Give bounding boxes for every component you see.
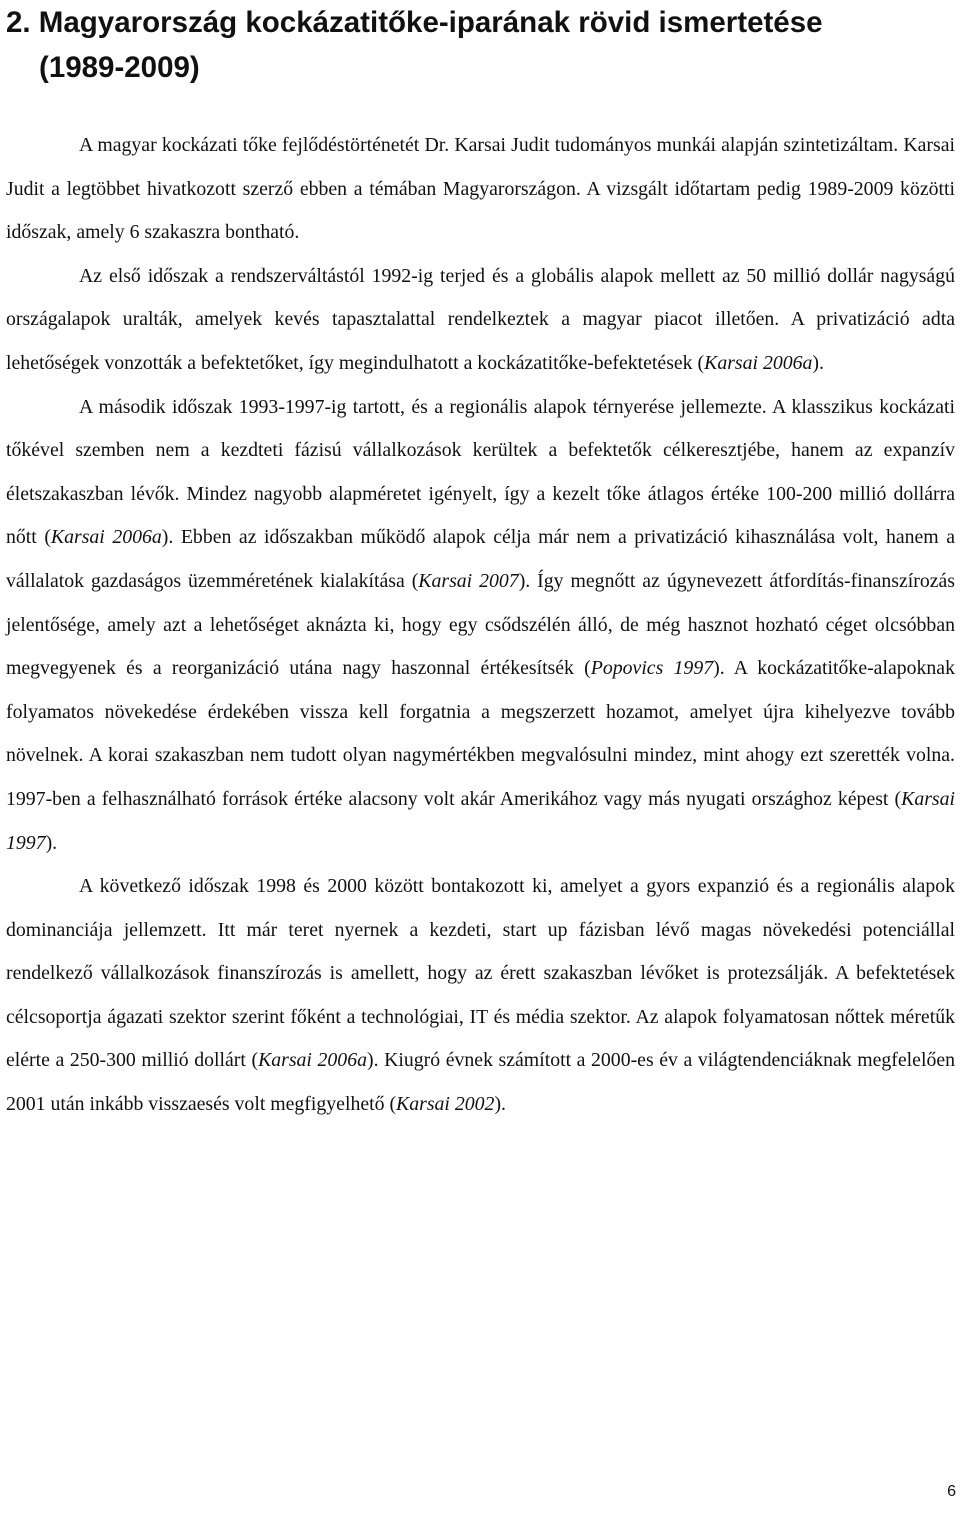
section-heading-line-2: (1989-2009) [39, 51, 200, 84]
paragraph-text: A második időszak 1993-1997-ig tartott, és a regionális alapok térnyerése jellemezte. A klasszikus kockázati tőkével szemben nem a kezdteti fázisú vállalkozások kerültek a befektetők célkeresztjébe, hanem az expanzív életszakaszban lévők. Mindez nagyobb alapméretet igényelt, így a kezelt tőke átlagos értéke 100-200 millió dollárra nőtt ( [6, 395, 955, 549]
section-heading-line-1: 2. Magyarország kockázatitőke-iparának rövid ismertetése [6, 6, 823, 39]
citation: Karsai 2006a [50, 526, 162, 549]
paragraph-text: ). Ebben az időszakban működő alapok célja már nem a privatizáció kihasználása volt, hanem a vállalatok gazdaságos üzemméretének kialakítása ( [6, 526, 955, 592]
paragraph-2 [6, 255, 955, 386]
paragraph-text: A következő időszak 1998 és 2000 között bontakozott ki, amelyet a gyors expanzió és a regionális alapok dominanciája jellemzett. Itt már teret nyernek a kezdeti, start up fázisban lévő magas növekedési potenciállal rendelkező vállalkozások finanszírozás is amellett, hogy az érett szakaszban lévőket is protezsálják. A befektetések célcsoportja ágazati szektor szerint főként a technológiai, IT és média szektor. Az alapok folyamatosan nőttek méretűk elérte a 250-300 millió dollárt ( [6, 875, 955, 1072]
paragraph-text: Az első időszak a rendszerváltástól 1992-ig terjed és a globális alapok mellett az 50 millió dollár nagyságú országalapok uralták, amelyek kevés tapasztalattal rendelkeztek a magyar piacot illetően. A privatizáció adta lehetőségek vonzották a befektetőket, így megindulhatott a kockázatitőke-befektetések ( [6, 264, 955, 374]
paragraph-text: ). Kiugró évnek számított a 2000-es év a világtendenciáknak megfelelően 2001 után inkább visszaesés volt megfigyelhető ( [6, 1049, 956, 1116]
citation: Popovics 1997 [590, 657, 714, 680]
citation: Karsai 2006a [258, 1049, 367, 1072]
paragraph-text: ). A kockázatitőke-alapoknak folyamatos növekedése érdekében vissza kell forgatnia a megszerzett hozamot, amelyet újra kihelyezve tovább növelnek. A korai szakaszban nem tudott olyan nagymértékben megvalósulni mindez, mint ahogy ezt szerették volna. 1997-ben a felhasználható források értéke alacsony volt akár Amerikához vagy más nyugati országhoz képest ( [6, 657, 955, 810]
paragraph-4 [6, 865, 955, 1127]
document-body [6, 124, 955, 1127]
citation: Karsai 2002 [396, 1093, 495, 1116]
paragraph-text: ). [494, 1093, 506, 1116]
citation: Karsai 2007 [418, 569, 519, 592]
citation: Karsai 2006a [704, 351, 813, 374]
citation: Karsai 1997 [6, 787, 955, 854]
paragraph-text: ). [45, 831, 58, 854]
section-heading [6, 0, 954, 90]
paragraph-text: ). [812, 351, 824, 374]
paragraph-3 [6, 386, 955, 866]
paragraph-text: A magyar kockázati tőke fejlődéstörténetét Dr. Karsai Judit tudományos munkái alapján szintetizáltam. Karsai Judit a legtöbbet hivatkozott szerző ebben a témában Magyarországon. A vizsgált időtartam pedig 1989-2009 közötti időszak, amely 6 szakaszra bontható. [6, 134, 955, 244]
paragraph-text: ). Így megnőtt az úgynevezett átfordítás-finanszírozás jelentősége, amely azt a lehetőséget aknázta ki, hogy egy csődszélén álló, de még hasznot hozható céget olcsóbban megvegyenek és a reorganizáció utána nagy haszonnal értékesítsék ( [6, 569, 955, 680]
page-number: 6 [947, 1483, 956, 1500]
paragraph-1 [6, 124, 955, 255]
